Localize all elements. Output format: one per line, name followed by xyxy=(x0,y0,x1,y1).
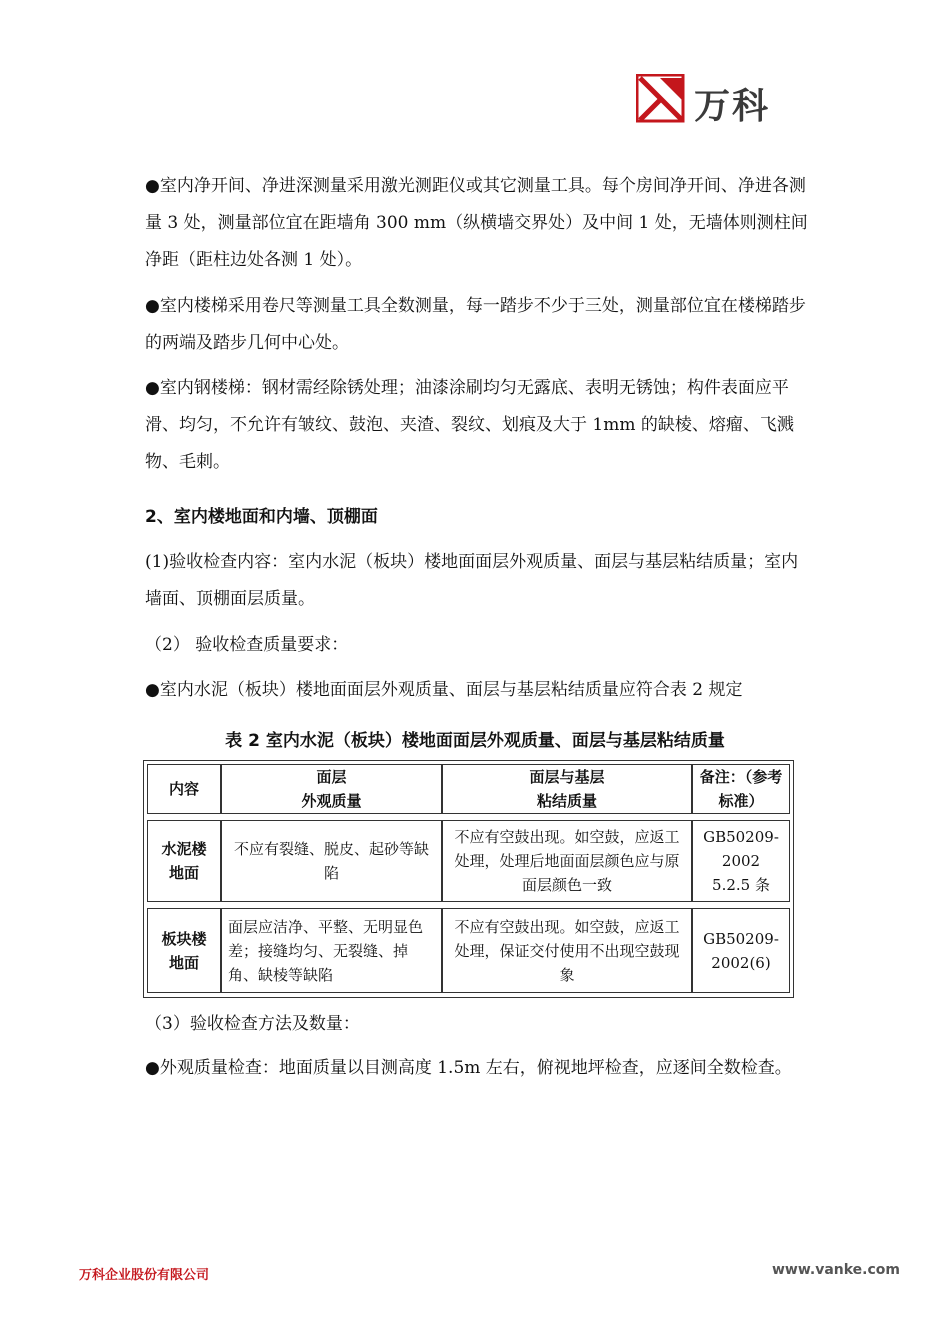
table-header-appearance: 面层 外观质量 xyxy=(221,764,442,814)
footer-company: 万科企业股份有限公司 xyxy=(79,1268,210,1283)
table-row-tile-appearance: 面层应洁净、平整、无明显色差；接缝均匀、无裂缝、掉角、缺棱等缺陷 xyxy=(221,908,442,993)
table-row-cement-bonding: 不应有空鼓出现。如空鼓，应返工处理，处理后地面面层颜色应与原面层颜色一致 xyxy=(442,820,692,902)
table-header-remarks: 备注：（参考标准） xyxy=(692,764,790,814)
table-row-cement-remarks: GB50209-2002 5.2.5 条 xyxy=(692,820,790,902)
section-heading: 2、室内楼地面和内墙、顶棚面 xyxy=(145,507,378,527)
quality-table xyxy=(143,760,794,998)
logo-text: 万科 xyxy=(694,86,771,127)
paragraph-room-measurement: ●室内净开间、净进深测量采用激光测距仪或其它测量工具。每个房间净开间、净进各测量 3 处，测量部位宜在距墙角 300 mm（纵横墙交界处）及中间 1 处，无墙体则测柱间净距（距柱边处各测 1 处）。 xyxy=(145,176,808,270)
paragraph-quality-requirements: （2） 验收检查质量要求： xyxy=(145,635,349,655)
table-row-cement-label: 水泥楼地面 xyxy=(147,820,221,902)
table-caption: 表 2 室内水泥（板块）楼地面面层外观质量、面层与基层粘结质量 xyxy=(225,731,725,751)
table-header-bonding: 面层与基层 粘结质量 xyxy=(442,764,692,814)
paragraph-table-reference: ●室内水泥（板块）楼地面面层外观质量、面层与基层粘结质量应符合表 2 规定 xyxy=(145,680,743,700)
table-row-tile-remarks: GB50209-2002(6) xyxy=(692,908,790,993)
paragraph-check-method: （3）验收检查方法及数量： xyxy=(145,1014,360,1034)
footer-website[interactable]: www.vanke.com xyxy=(771,1262,900,1278)
table-row-cement-appearance: 不应有裂缝、脱皮、起砂等缺陷 xyxy=(221,820,442,902)
vanke-logo-icon xyxy=(636,74,686,124)
table-row-tile-label: 板块楼地面 xyxy=(147,908,221,993)
paragraph-steel-stair: ●室内钢楼梯：钢材需经除锈处理；油漆涂刷均匀无露底、表明无锈蚀；构件表面应平滑、均匀，不允许有皱纹、鼓泡、夹渣、裂纹、划痕及大于 1mm 的缺棱、熔瘤、飞溅物、毛刺。 xyxy=(145,378,794,472)
table-header-content: 内容 xyxy=(147,764,221,814)
paragraph-stair-measurement: ●室内楼梯采用卷尺等测量工具全数测量，每一踏步不少于三处，测量部位宜在楼梯踏步的两端及踏步几何中心处。 xyxy=(145,296,806,353)
paragraph-check-content: (1)验收检查内容：室内水泥（板块）楼地面面层外观质量、面层与基层粘结质量；室内墙面、顶棚面层质量。 xyxy=(145,552,799,609)
paragraph-appearance-check: ●外观质量检查：地面质量以目测高度 1.5m 左右，俯视地坪检查，应逐间全数检查。 xyxy=(145,1058,792,1078)
vanke-logo xyxy=(636,72,796,132)
table-row-tile-bonding: 不应有空鼓出现。如空鼓，应返工处理，保证交付使用不出现空鼓现象 xyxy=(442,908,692,993)
